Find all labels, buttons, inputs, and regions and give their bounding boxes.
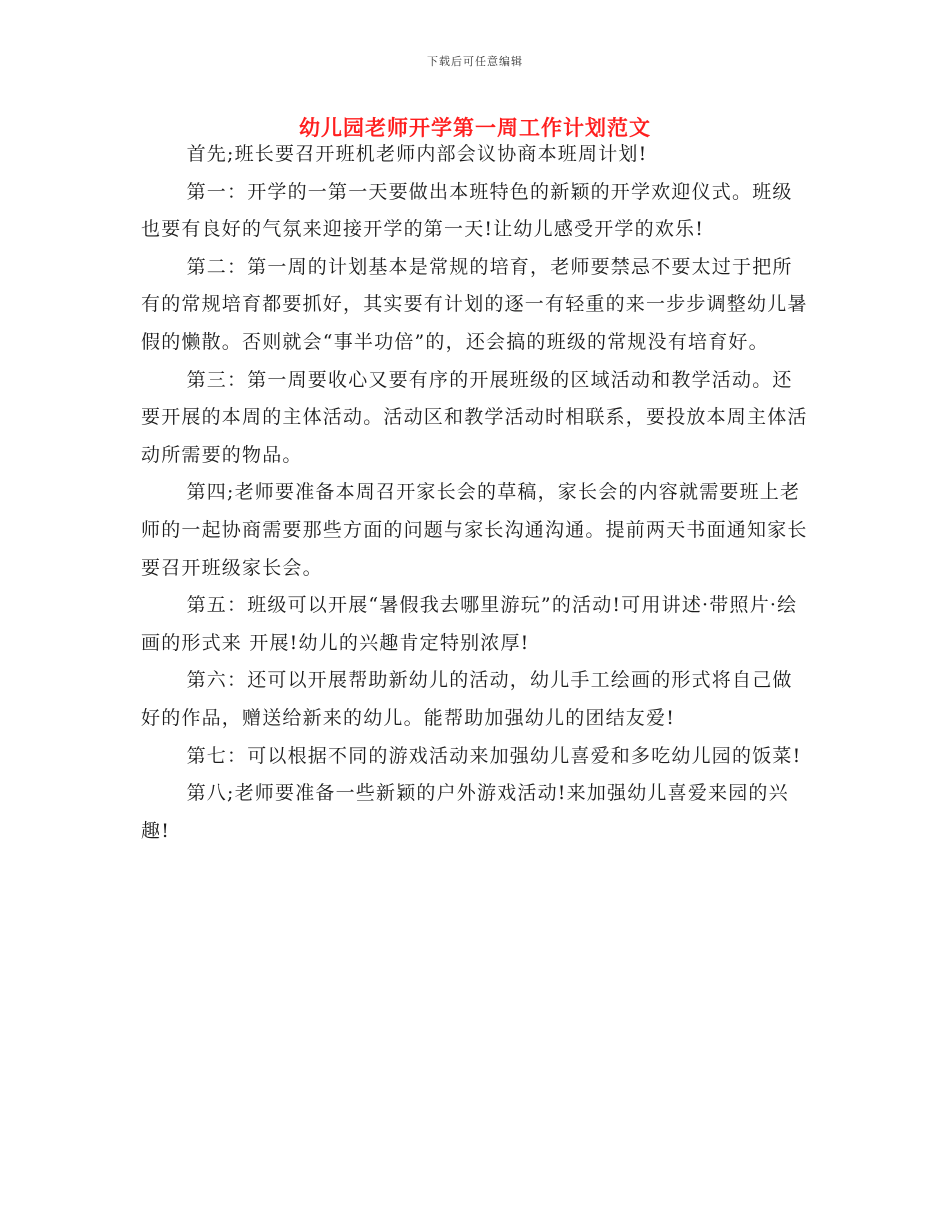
paragraph-fifth: 第五：班级可以开展“暑假我去哪里游玩”的活动!可用讲述·带照片·绘画的形式来 开展!幼儿的兴趣肯定特别浓厚! [141,594,798,654]
paragraph-fourth: 第四;老师要准备本周召开家长会的草稿，家长会的内容就需要班上老师的一起协商需要那些方面的问题与家长沟通沟通。提前两天书面通知家长要召开班级家长会。 [141,481,808,579]
header-note: 下载后可任意编辑 [427,55,523,68]
paragraph-seventh: 第七：可以根据不同的游戏活动来加强幼儿喜爱和多吃幼儿园的饭菜! [186,744,802,767]
paragraph-eighth: 第八;老师要准备一些新颖的户外游戏活动!来加强幼儿喜爱来园的兴趣! [141,782,789,842]
document-body [141,136,809,850]
paragraph-sixth: 第六：还可以开展帮助新幼儿的活动，幼儿手工绘画的形式将自己做好的作品，赠送给新来的幼儿。能帮助加强幼儿的团结友爱! [141,669,793,729]
paragraph-intro: 首先;班长要召开班机老师内部会议协商本班周计划! [186,143,648,165]
document-title: 幼儿园老师开学第一周工作计划范文 [299,116,651,140]
paragraph-third: 第三：第一周要收心又要有序的开展班级的区域活动和教学活动。还要开展的本周的主体活动。活动区和教学活动时相联系，要投放本周主体活动所需要的物品。 [141,368,808,466]
paragraph-first: 第一：开学的一第一天要做出本班特色的新颖的开学欢迎仪式。班级也要有良好的气氛来迎接开学的第一天!让幼儿感受开学的欢乐! [141,180,793,241]
paragraph-second: 第二：第一周的计划基本是常规的培育，老师要禁忌不要太过于把所有的常规培育都要抓好，其实要有计划的逐一有轻重的来一步步调整幼儿暑假的懒散。否则就会“事半功倍”的，还会搞的班级的常规没有培育好。 [141,255,808,353]
